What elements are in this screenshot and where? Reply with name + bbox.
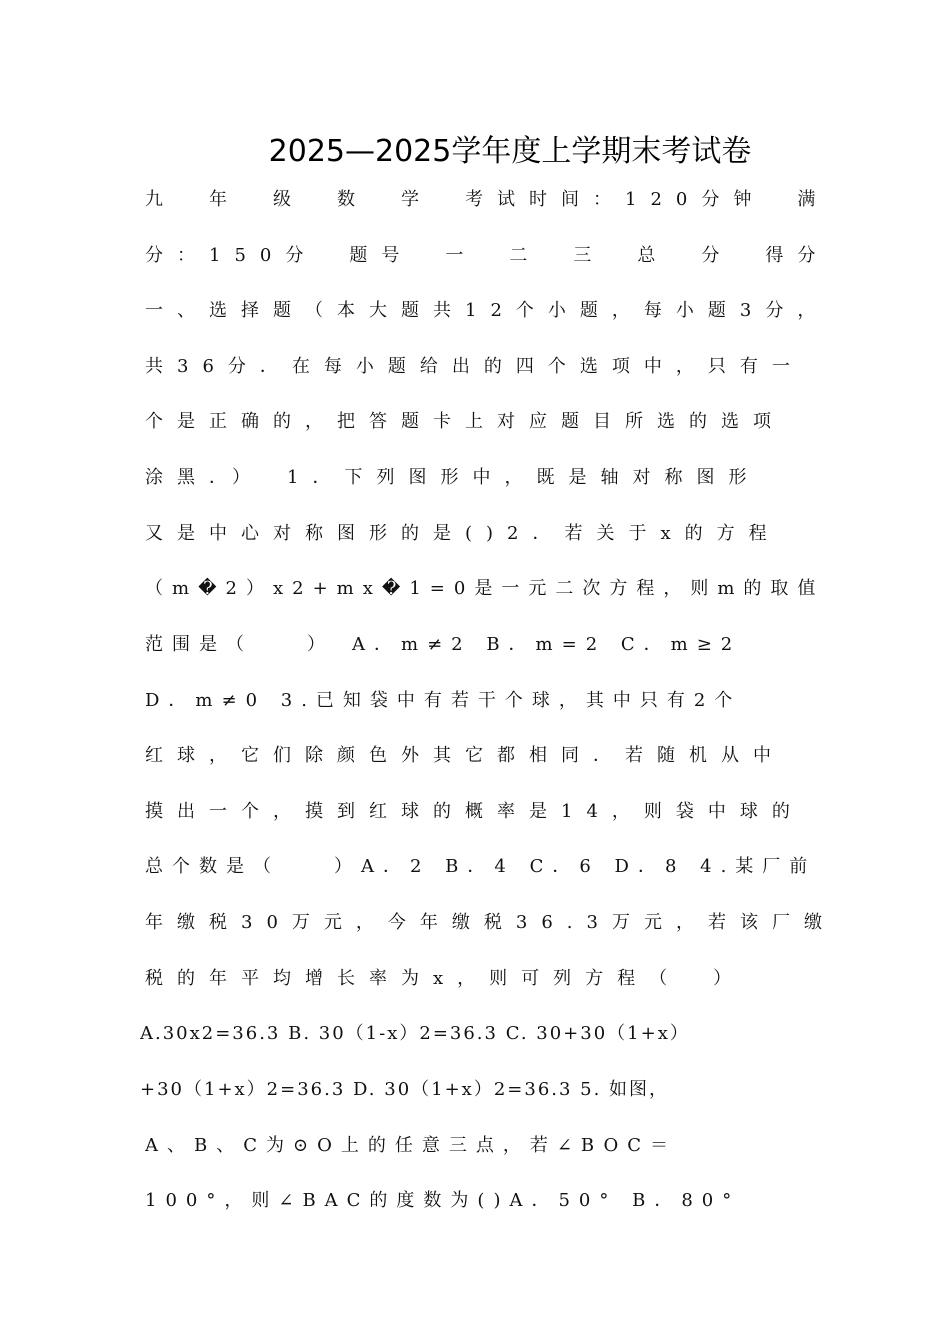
text-line-12: 摸出一个，摸到红球的概率是14，则袋中球的 <box>145 801 804 822</box>
text-line-7: 又是中心对称图形的是()2．若关于x的方程 <box>145 523 781 544</box>
text-line-8: （m�2）x2+mx�1=0是一元二次方程，则m的取值 <box>145 578 825 599</box>
text-line-13: 总个数是（ ）A．2 B．4 C．6 D．8 4.某厂前 <box>145 856 817 877</box>
text-line-11: 红球，它们除颜色外其它都相同．若随机从中 <box>145 745 785 766</box>
text-line-15: 税的年平均增长率为x，则可列方程（ ） <box>145 968 746 989</box>
text-line-16: A.30x2=36.3 B. 30（1-x）2=36.3 C. 30+30（1+x） <box>140 1023 690 1044</box>
text-line-5: 个是正确的，把答题卡上对应题目所选的选项 <box>145 411 785 432</box>
text-line-9: 范围是（ ） A．m≠2 B．m=2 C．m≥2 <box>145 634 742 655</box>
text-line-1: 九 年 级 数 学 考试时间：120分钟 满 <box>145 189 830 210</box>
text-line-17: +30（1+x）2=36.3 D. 30（1+x）2=36.3 5. 如图， <box>140 1079 670 1100</box>
text-line-19: 100°，则∠BAC的度数为()A．50° B．80° <box>145 1190 741 1211</box>
text-line-2: 分：150分 题号 一 二 三 总 分 得分 <box>145 245 830 266</box>
text-line-18: A、B、C为⊙O上的任意三点，若∠BOC＝ <box>145 1135 678 1156</box>
text-line-10: D．m≠0 3.已知袋中有若干个球，其中只有2个 <box>145 690 742 711</box>
text-line-4: 共36分．在每小题给出的四个选项中，只有一 <box>145 356 804 377</box>
exam-title: 2025—2025学年度上学期末考试卷 <box>268 134 752 169</box>
text-line-6: 涂黑．） 1．下列图形中，既是轴对称图形 <box>145 467 761 488</box>
text-line-14: 年缴税30万元，今年缴税36.3万元，若该厂缴 <box>145 912 836 933</box>
text-line-3: 一、选择题（本大题共12个小题，每小题3分， <box>145 300 830 321</box>
